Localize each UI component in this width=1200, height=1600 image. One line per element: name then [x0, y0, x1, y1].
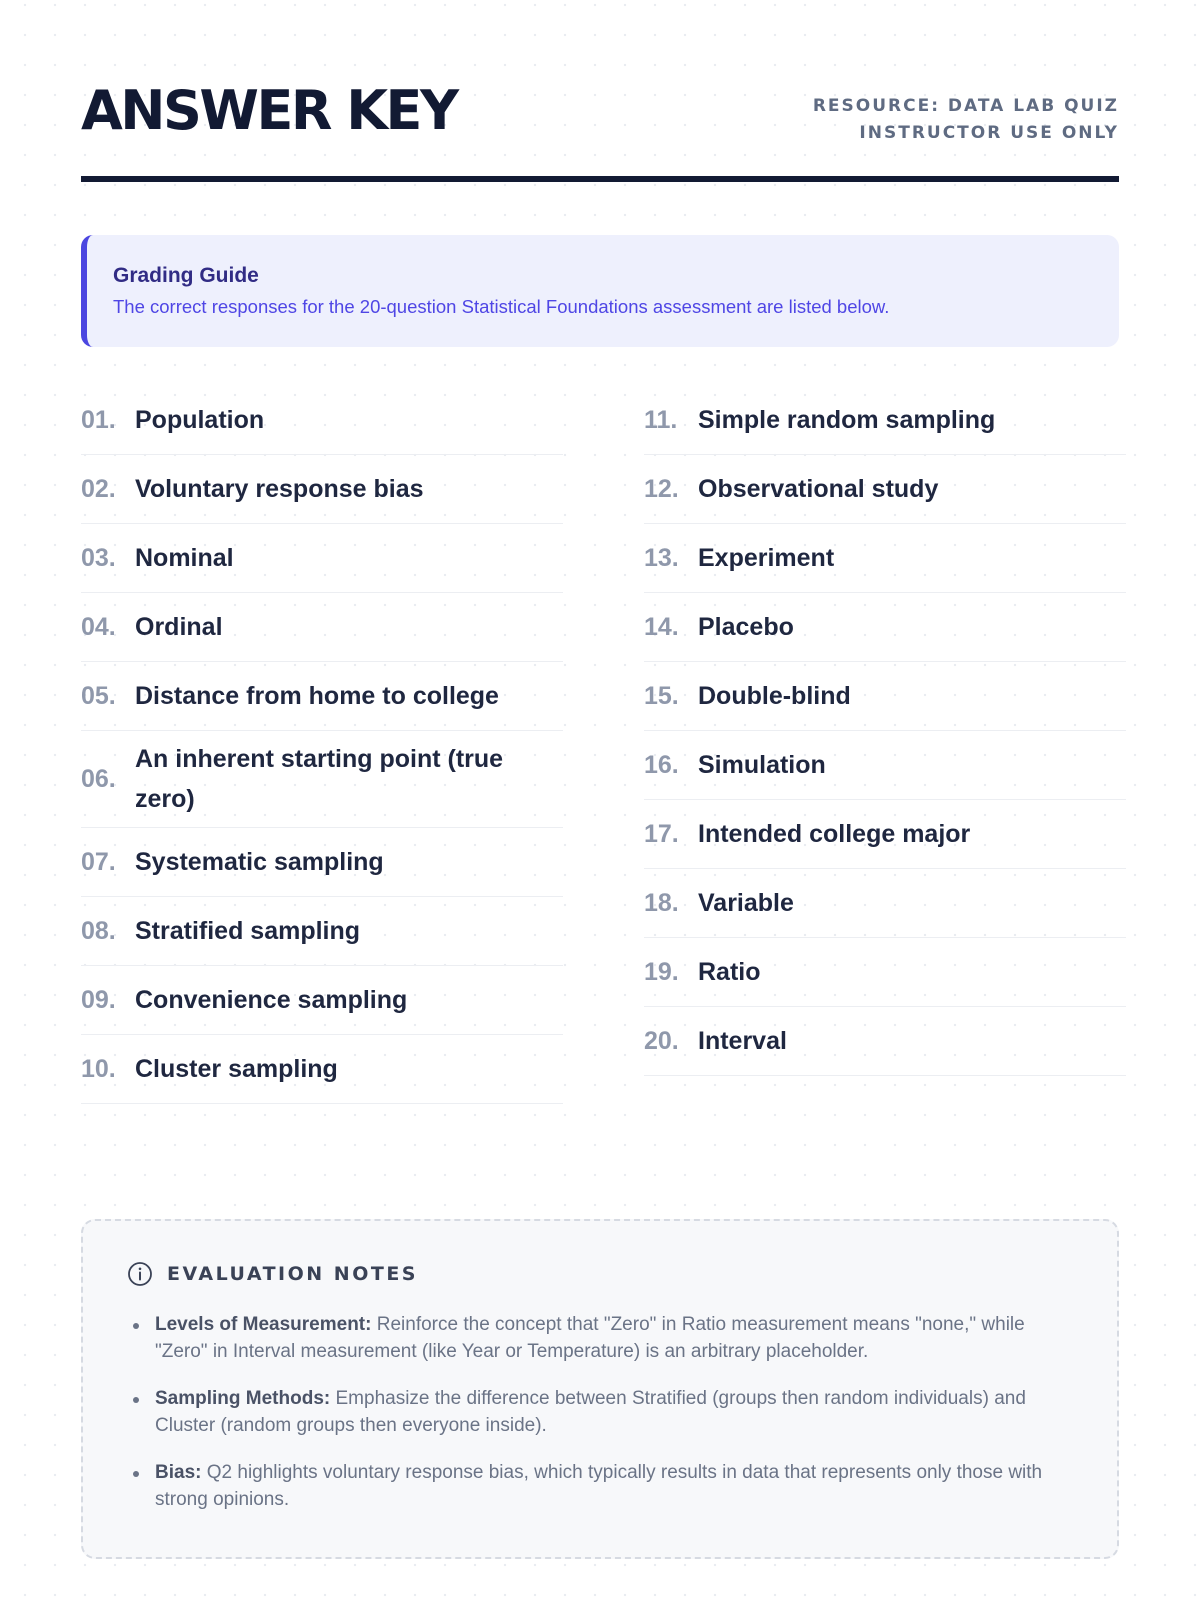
answers-column-right [644, 386, 1126, 1076]
answer-number: 12. [644, 474, 679, 503]
answer-row [81, 455, 563, 524]
answer-number: 04. [81, 612, 116, 641]
answer-text: Intended college major [698, 820, 971, 848]
answer-row [644, 593, 1126, 662]
list-item [127, 1385, 1073, 1439]
answer-text: Voluntary response bias [135, 475, 424, 503]
answer-text: Placebo [698, 613, 794, 641]
evaluation-notes-panel [81, 1219, 1119, 1559]
note-text: Q2 highlights voluntary response bias, which typically results in data that represents only those with strong opinions. [155, 1462, 1043, 1510]
answer-text: Distance from home to college [135, 682, 499, 710]
answer-row [644, 938, 1126, 1007]
answer-number: 09. [81, 985, 116, 1014]
answer-text: Nominal [135, 544, 234, 572]
answer-number: 07. [81, 847, 116, 876]
answer-row [644, 386, 1126, 455]
answer-row [81, 1035, 563, 1104]
grading-guide-title: Grading Guide [113, 264, 259, 287]
info-icon [127, 1261, 153, 1287]
answer-number: 02. [81, 474, 116, 503]
answer-row [644, 800, 1126, 869]
answer-text: Ordinal [135, 613, 223, 641]
answers-column-left [81, 386, 563, 1104]
answer-number: 01. [81, 405, 116, 434]
answer-number: 20. [644, 1026, 679, 1055]
answer-text: Double-blind [698, 682, 851, 710]
answer-row [644, 1007, 1126, 1076]
answer-text: Systematic sampling [135, 848, 384, 876]
answer-row [644, 455, 1126, 524]
header [81, 72, 1119, 182]
answer-number: 18. [644, 888, 679, 917]
answer-number: 08. [81, 916, 116, 945]
answer-number: 15. [644, 681, 679, 710]
answer-number: 14. [644, 612, 679, 641]
page-title: ANSWER KEY [81, 79, 457, 142]
answer-text: Observational study [698, 475, 939, 503]
answer-row [81, 828, 563, 897]
header-meta [813, 93, 1119, 147]
list-item [127, 1459, 1073, 1513]
grading-guide-text: The correct responses for the 20-question Statistical Foundations assessment are listed below. [113, 296, 890, 318]
answer-row [81, 524, 563, 593]
answer-number: 17. [644, 819, 679, 848]
usage-label: INSTRUCTOR USE ONLY [859, 123, 1119, 143]
answer-text: Interval [698, 1027, 787, 1055]
evaluation-notes-title: EVALUATION NOTES [167, 1263, 418, 1285]
answer-text: Simple random sampling [698, 406, 996, 434]
answer-text: Convenience sampling [135, 986, 408, 1014]
answer-row [81, 731, 563, 828]
answer-text: Stratified sampling [135, 917, 361, 945]
answer-row [644, 524, 1126, 593]
answer-text: Variable [698, 889, 794, 917]
answer-text: Simulation [698, 751, 826, 779]
answer-number: 10. [81, 1054, 116, 1083]
evaluation-notes-header [127, 1261, 1073, 1287]
resource-label: RESOURCE: DATA LAB QUIZ [812, 96, 1119, 116]
list-item [127, 1311, 1073, 1365]
answer-text: An inherent starting point (true zero) [135, 745, 504, 813]
answer-row [81, 593, 563, 662]
answer-number: 05. [81, 681, 116, 710]
answer-text: Population [135, 406, 265, 434]
answer-row [644, 731, 1126, 800]
answer-row [644, 869, 1126, 938]
answer-row [81, 966, 563, 1035]
answer-text: Cluster sampling [135, 1055, 338, 1083]
evaluation-notes-list [127, 1311, 1073, 1513]
answer-text: Ratio [698, 958, 761, 986]
answer-number: 11. [644, 405, 678, 434]
answer-number: 13. [644, 543, 679, 572]
note-label: Levels of Measurement: [155, 1314, 372, 1335]
note-text: Emphasize the difference between Stratified (groups then random individuals) and Cluster (random groups then everyone inside). [155, 1388, 1026, 1436]
grading-guide-callout [81, 235, 1119, 347]
answer-number: 19. [644, 957, 679, 986]
answer-text: Experiment [698, 544, 835, 572]
answer-row [81, 897, 563, 966]
note-label: Bias: [155, 1462, 202, 1483]
answer-row [81, 386, 563, 455]
answer-row [644, 662, 1126, 731]
answer-row [81, 662, 563, 731]
note-text: Reinforce the concept that "Zero" in Ratio measurement means "none," while "Zero" in Interval measurement (like Year or Temperature) is an arbitrary placeholder. [155, 1314, 1025, 1362]
note-label: Sampling Methods: [155, 1388, 331, 1409]
answer-number: 03. [81, 543, 116, 572]
answer-number: 16. [644, 750, 679, 779]
answer-number: 06. [81, 764, 116, 793]
